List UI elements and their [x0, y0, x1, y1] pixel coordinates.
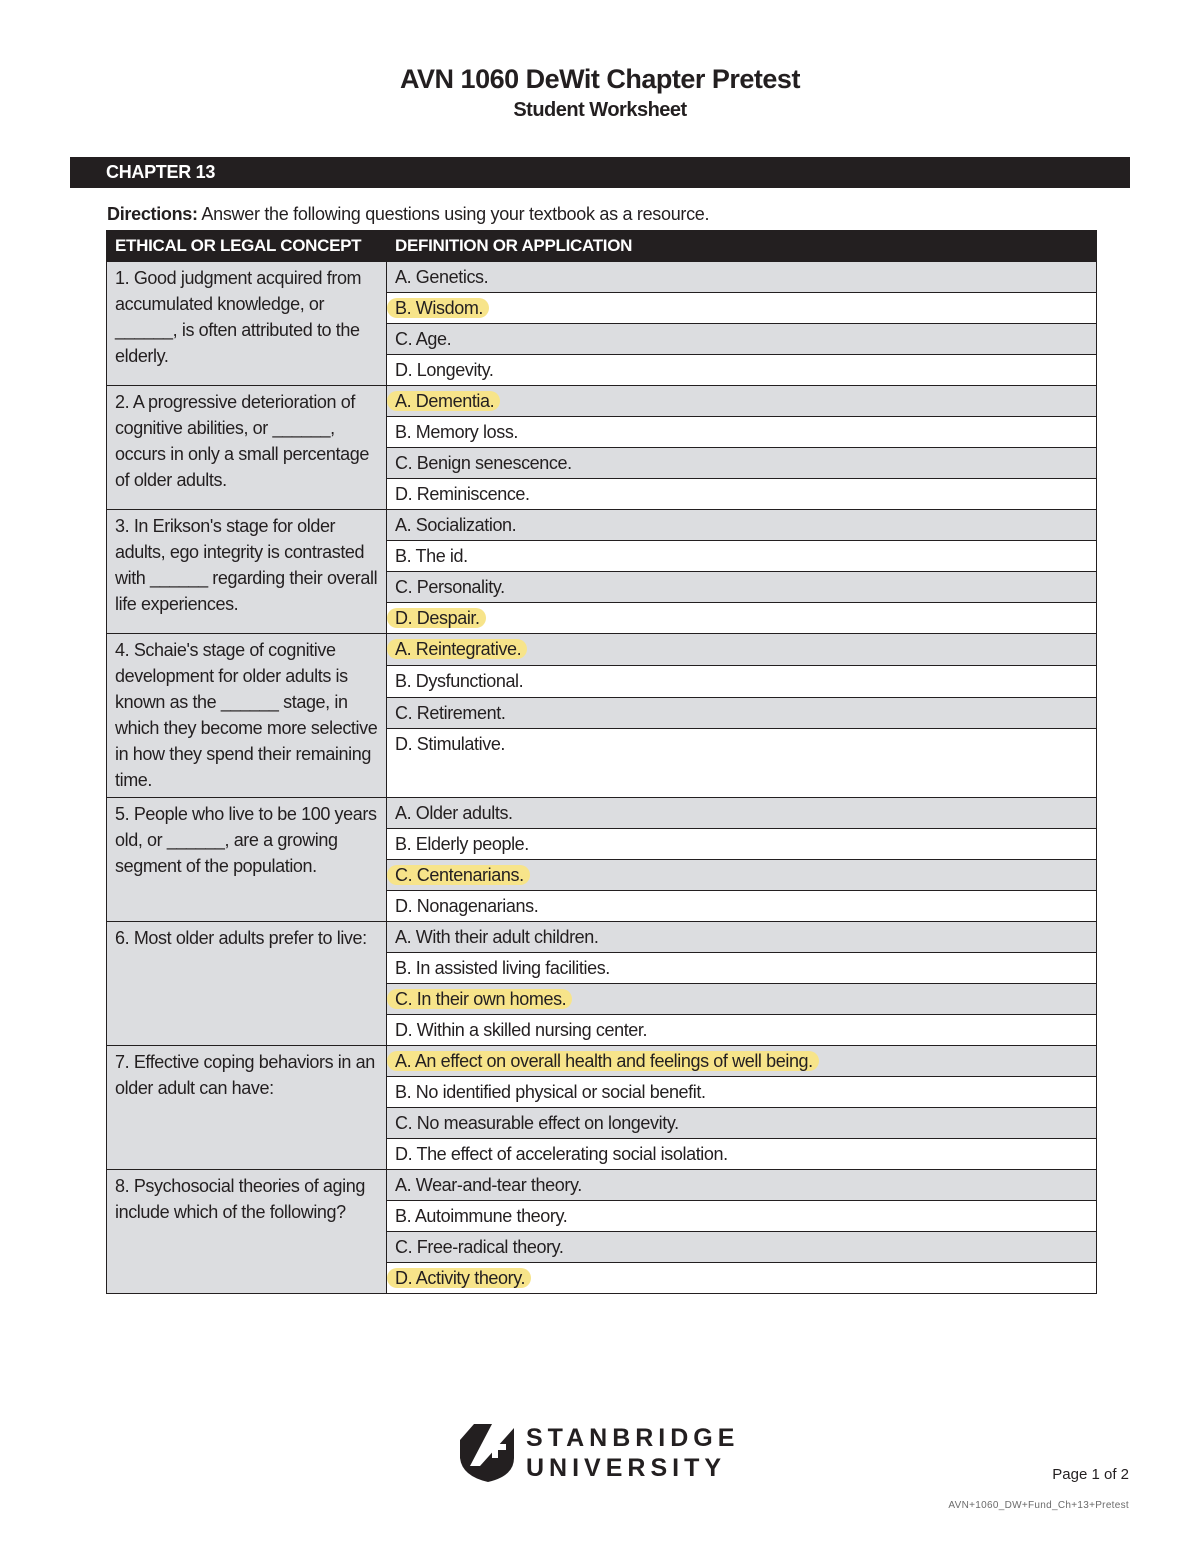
option-3a: A. Socialization.	[387, 510, 1097, 541]
option-8b: B. Autoimmune theory.	[387, 1201, 1097, 1232]
table-row	[107, 634, 1097, 666]
option-5a: A. Older adults.	[387, 798, 1097, 829]
option-2b: B. Memory loss.	[387, 417, 1097, 448]
question-3: 3. In Erikson's stage for older adults, ego integrity is contrasted with ______ regarding their overall life experiences.	[107, 510, 387, 634]
answer-highlight: C. In their own homes.	[387, 989, 572, 1009]
question-5: 5. People who live to be 100 years old, or ______, are a growing segment of the population.	[107, 798, 387, 922]
option-1c: C. Age.	[387, 324, 1097, 355]
option-6d: D. Within a skilled nursing center.	[387, 1015, 1097, 1046]
page-subtitle: Student Worksheet	[513, 99, 687, 121]
option-7d: D. The effect of accelerating social isolation.	[387, 1139, 1097, 1170]
option-5d: D. Nonagenarians.	[387, 891, 1097, 922]
option-4a	[387, 634, 1097, 666]
option-8d	[387, 1263, 1097, 1294]
directions-text: Answer the following questions using your textbook as a resource.	[197, 204, 710, 224]
page-title: AVN 1060 DeWit Chapter Pretest	[400, 64, 800, 94]
option-4c: C. Retirement.	[387, 697, 1097, 729]
option-7c: C. No measurable effect on longevity.	[387, 1108, 1097, 1139]
answer-highlight: A. Reintegrative.	[387, 639, 527, 659]
answer-highlight: A. Dementia.	[387, 391, 500, 411]
option-7b: B. No identified physical or social benefit.	[387, 1077, 1097, 1108]
worksheet-table	[106, 230, 1097, 1294]
option-7a	[387, 1046, 1097, 1077]
option-1d: D. Longevity.	[387, 355, 1097, 386]
question-7: 7. Effective coping behaviors in an older adult can have:	[107, 1046, 387, 1170]
answer-highlight: C. Centenarians.	[387, 865, 530, 885]
document-code: AVN+1060_DW+Fund_Ch+13+Pretest	[948, 1500, 1129, 1511]
table-row	[107, 510, 1097, 541]
column-header-definition: DEFINITION OR APPLICATION	[387, 231, 1097, 262]
answer-highlight: B. Wisdom.	[387, 298, 489, 318]
option-2a	[387, 386, 1097, 417]
option-1b	[387, 293, 1097, 324]
column-header-concept: ETHICAL OR LEGAL CONCEPT	[107, 231, 387, 262]
option-6a: A. With their adult children.	[387, 922, 1097, 953]
table-row	[107, 1046, 1097, 1077]
chapter-heading: CHAPTER 13	[70, 157, 1130, 188]
page-number: Page 1 of 2	[1052, 1466, 1129, 1483]
option-3b: B. The id.	[387, 541, 1097, 572]
table-row	[107, 1170, 1097, 1201]
option-2d: D. Reminiscence.	[387, 479, 1097, 510]
option-5b: B. Elderly people.	[387, 829, 1097, 860]
question-4: 4. Schaie's stage of cognitive development for older adults is known as the ______ stage, in which they become more selective in how they spend their remaining time.	[107, 634, 387, 798]
question-2: 2. A progressive deterioration of cognitive abilities, or ______, occurs in only a small percentage of older adults.	[107, 386, 387, 510]
logo-text-line2: UNIVERSITY	[526, 1454, 727, 1482]
table-row	[107, 798, 1097, 829]
option-1a: A. Genetics.	[387, 262, 1097, 293]
option-3c: C. Personality.	[387, 572, 1097, 603]
directions	[107, 204, 709, 225]
logo-text-line1: STANBRIDGE	[526, 1424, 740, 1452]
question-1: 1. Good judgment acquired from accumulated knowledge, or ______, is often attributed to the elderly.	[107, 262, 387, 386]
table-row	[107, 922, 1097, 953]
table-header-row	[107, 231, 1097, 262]
answer-highlight: A. An effect on overall health and feelings of well being.	[387, 1051, 819, 1071]
option-6b: B. In assisted living facilities.	[387, 953, 1097, 984]
directions-label: Directions:	[107, 204, 198, 224]
option-2c: C. Benign senescence.	[387, 448, 1097, 479]
question-8: 8. Psychosocial theories of aging include which of the following?	[107, 1170, 387, 1294]
option-6c	[387, 984, 1097, 1015]
answer-highlight: D. Activity theory.	[387, 1268, 531, 1288]
option-4d: D. Stimulative.	[387, 729, 1097, 798]
option-8c: C. Free-radical theory.	[387, 1232, 1097, 1263]
option-3d	[387, 603, 1097, 634]
table-row	[107, 262, 1097, 293]
question-6: 6. Most older adults prefer to live:	[107, 922, 387, 1046]
option-5c	[387, 860, 1097, 891]
option-4b: B. Dysfunctional.	[387, 665, 1097, 697]
table-row	[107, 386, 1097, 417]
option-8a: A. Wear-and-tear theory.	[387, 1170, 1097, 1201]
answer-highlight: D. Despair.	[387, 608, 486, 628]
